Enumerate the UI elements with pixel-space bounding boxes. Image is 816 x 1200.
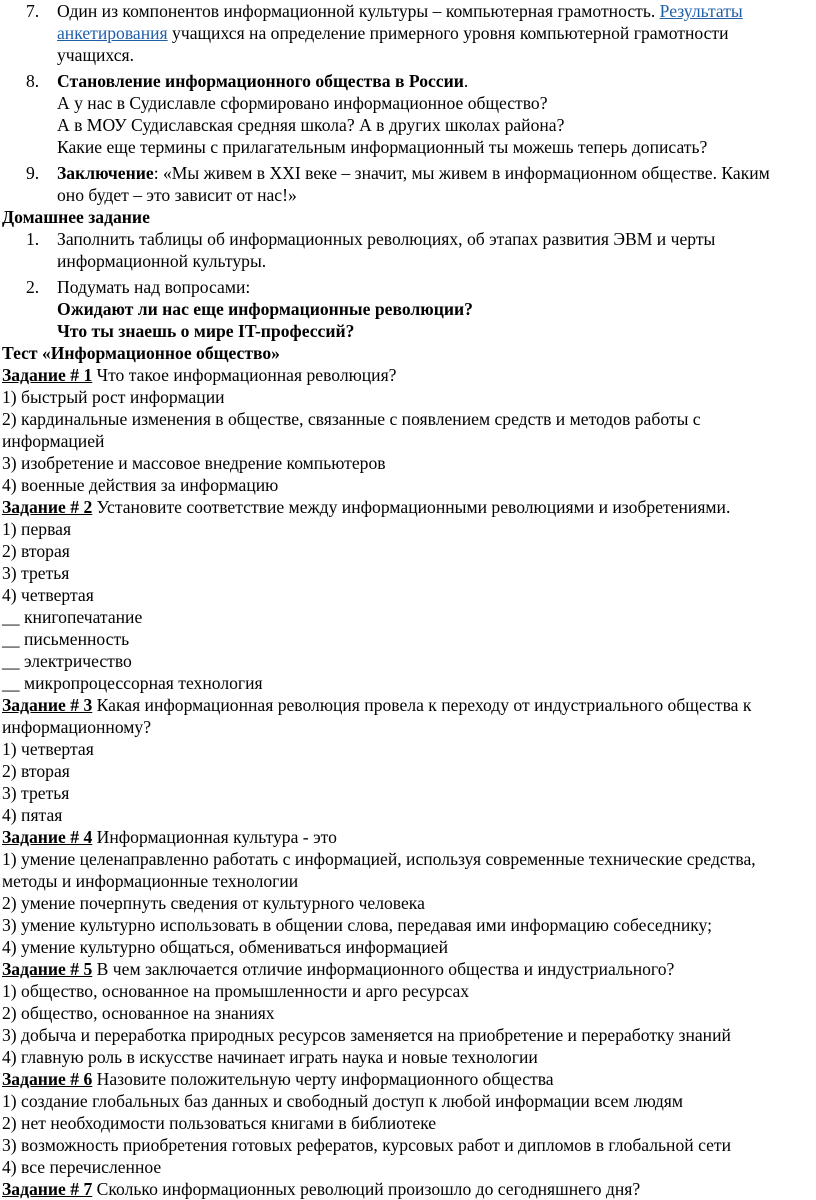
list-item bbox=[0, 276, 816, 342]
task-option: 3) добыча и переработка природных ресурсов заменяется на приобретение и переработку знаний bbox=[2, 1025, 731, 1045]
task-question bbox=[0, 1068, 816, 1090]
list-item bbox=[0, 70, 816, 158]
task-label: Задание # 6 bbox=[2, 1069, 93, 1089]
item-title: Заключение bbox=[57, 163, 154, 183]
task-option: 1) умение целенаправленно работать с информацией, используя современные технические средства, методы и информационные технологии bbox=[2, 849, 756, 891]
task-question-text: Информационная культура - это bbox=[92, 827, 337, 847]
task-question-text: Сколько информационных революций произошло до сегодняшнего дня? bbox=[92, 1179, 641, 1199]
item-title: Становление информационного общества в России bbox=[57, 71, 464, 91]
task-option: __ книгопечатание bbox=[2, 607, 143, 627]
task-option: 3) третья bbox=[2, 783, 70, 803]
task-question-text: В чем заключается отличие информационного общества и индустриального? bbox=[92, 959, 675, 979]
item-number: 9. bbox=[26, 163, 40, 183]
task-option: 3) возможность приобретения готовых рефератов, курсовых работ и дипломов в глобальной сети bbox=[2, 1135, 732, 1155]
task-option: __ электричество bbox=[2, 651, 132, 671]
task-option: 2) кардинальные изменения в обществе, связанные с появлением средств и методов работы с информацией bbox=[2, 409, 701, 451]
homework-heading: Домашнее задание bbox=[2, 207, 150, 227]
task-label: Задание # 1 bbox=[2, 365, 93, 385]
lesson-plan-list bbox=[0, 0, 816, 206]
task-option: 1) быстрый рост информации bbox=[2, 387, 225, 407]
list-item bbox=[0, 228, 816, 272]
task-question-text: Установите соответствие между информационными революциями и изобретениями. bbox=[92, 497, 731, 517]
item-number: 2. bbox=[26, 277, 40, 297]
task-question-text: Назовите положительную черту информационного общества bbox=[92, 1069, 554, 1089]
task-question bbox=[0, 694, 816, 738]
item-title-tail: . bbox=[463, 71, 469, 91]
test-tasks bbox=[0, 364, 816, 1200]
item-number: 8. bbox=[26, 71, 40, 91]
item-line: А в МОУ Судиславская средняя школа? А в других школах района? bbox=[57, 115, 565, 135]
task-option: 3) третья bbox=[2, 563, 70, 583]
list-item bbox=[0, 162, 816, 206]
item-text: : «Мы живем в XXI веке – значит, мы живем в информационном обществе. Каким оно будет – это зависит от нас!» bbox=[57, 163, 770, 205]
item-number: 1. bbox=[26, 229, 40, 249]
task-option: 4) четвертая bbox=[2, 585, 94, 605]
task-option: 1) четвертая bbox=[2, 739, 94, 759]
task-option: __ письменность bbox=[2, 629, 130, 649]
task-option: 2) общество, основанное на знаниях bbox=[2, 1003, 275, 1023]
task-question-text: Какая информационная революция провела к переходу от индустриального общества к информационному? bbox=[2, 695, 752, 737]
task-label: Задание # 2 bbox=[2, 497, 93, 517]
task-option: 4) военные действия за информацию bbox=[2, 475, 279, 495]
homework-list bbox=[0, 228, 816, 342]
task-option: __ микропроцессорная технология bbox=[2, 673, 263, 693]
task-option: 2) нет необходимости пользоваться книгами в библиотеке bbox=[2, 1113, 437, 1133]
task-question bbox=[0, 958, 816, 980]
task-option: 4) все перечисленное bbox=[2, 1157, 162, 1177]
item-line: А у нас в Судиславле сформировано информационное общество? bbox=[57, 93, 548, 113]
task-option: 3) умение культурно использовать в общении слова, передавая ими информацию собеседнику; bbox=[2, 915, 712, 935]
task-option: 2) вторая bbox=[2, 541, 70, 561]
task-option: 4) умение культурно общаться, обмениваться информацией bbox=[2, 937, 449, 957]
item-text: Один из компонентов информационной культуры – компьютерная грамотность. bbox=[57, 1, 660, 21]
list-item bbox=[0, 0, 816, 66]
task-question bbox=[0, 364, 816, 386]
task-option: 2) умение почерпнуть сведения от культурного человека bbox=[2, 893, 425, 913]
task-label: Задание # 4 bbox=[2, 827, 93, 847]
task-label: Задание # 7 bbox=[2, 1179, 93, 1199]
task-option: 4) главную роль в искусстве начинает играть наука и новые технологии bbox=[2, 1047, 538, 1067]
task-question bbox=[0, 826, 816, 848]
task-option: 1) общество, основанное на промышленности и арго ресурсах bbox=[2, 981, 470, 1001]
item-line: Какие еще термины с прилагательным информационный ты можешь теперь дописать? bbox=[57, 137, 708, 157]
survey-results-link[interactable]: Результаты анкетирования bbox=[57, 1, 743, 43]
item-number: 7. bbox=[26, 1, 40, 21]
homework-question: Ожидают ли нас еще информационные революции? bbox=[57, 299, 473, 319]
task-label: Задание # 5 bbox=[2, 959, 93, 979]
task-option: 3) изобретение и массовое внедрение компьютеров bbox=[2, 453, 386, 473]
task-question-text: Что такое информационная революция? bbox=[92, 365, 397, 385]
task-option: 2) вторая bbox=[2, 761, 70, 781]
task-option: 1) создание глобальных баз данных и свободный доступ к любой информации всем людям bbox=[2, 1091, 684, 1111]
task-question bbox=[0, 496, 816, 518]
task-option: 1) первая bbox=[2, 519, 72, 539]
test-title: Тест «Информационное общество» bbox=[2, 343, 280, 363]
task-label: Задание # 3 bbox=[2, 695, 93, 715]
homework-question: Что ты знаешь о мире IT-профессий? bbox=[57, 321, 355, 341]
task-question bbox=[0, 1178, 816, 1200]
item-text: Подумать над вопросами: bbox=[57, 277, 251, 297]
item-text: учащихся на определение примерного уровня компьютерной грамотности учащихся. bbox=[57, 23, 729, 65]
task-option: 4) пятая bbox=[2, 805, 63, 825]
item-text: Заполнить таблицы об информационных революциях, об этапах развития ЭВМ и черты информационной культуры. bbox=[57, 229, 716, 271]
